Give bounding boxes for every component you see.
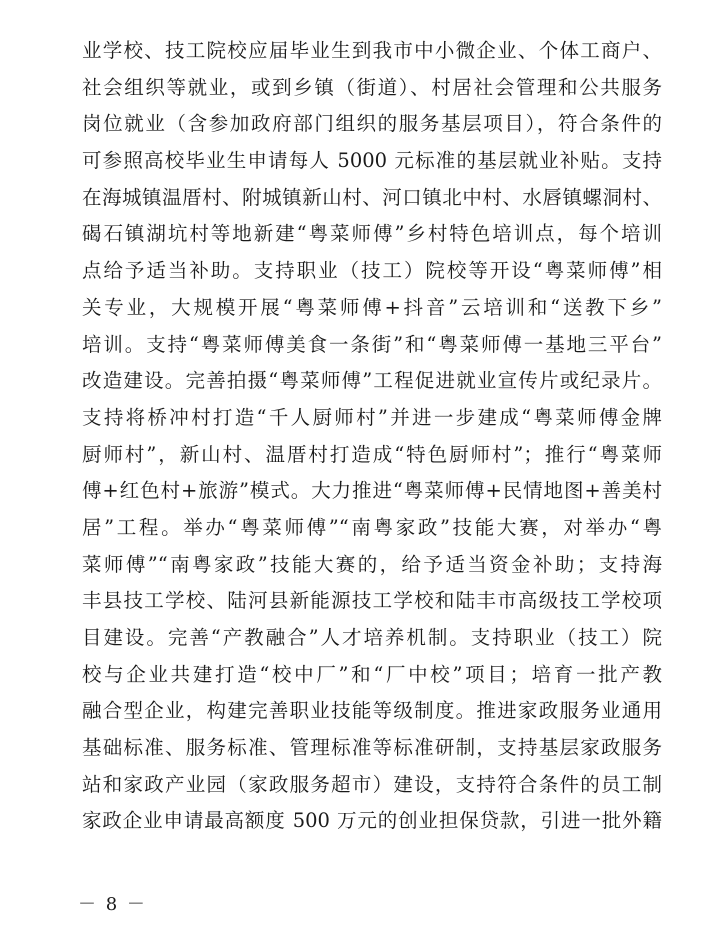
text-line: 在海城镇温厝村、附城镇新山村、河口镇北中村、水唇镇螺洞村、 [82, 185, 662, 209]
text-line: 改造建设。完善拍摄“粤菜师傅”工程促进就业宣传片或纪录片。 [82, 369, 662, 393]
text-line: 可参照高校毕业生申请每人 5000 元标准的基层就业补贴。支持 [82, 149, 662, 173]
text-line: 校与企业共建打造“校中厂”和“厂中校”项目；培育一批产教 [82, 662, 662, 686]
text-line: 居”工程。举办“粤菜师傅”“南粤家政”技能大赛，对举办“粤 [82, 515, 662, 539]
page-number: － 8 － [78, 894, 147, 915]
text-line: 傅+红色村+旅游”模式。大力推进“粤菜师傅+民情地图+善美村 [82, 479, 662, 503]
text-line: 点给予适当补助。支持职业（技工）院校等开设“粤菜师傅”相 [82, 259, 662, 283]
text-line: 目建设。完善“产教融合”人才培养机制。支持职业（技工）院 [82, 626, 662, 649]
text-line: 社会组织等就业，或到乡镇（街道）、村居社会管理和公共服务 [82, 75, 662, 99]
text-line: 菜师傅”“南粤家政”技能大赛的，给予适当资金补助；支持海 [82, 552, 662, 576]
text-line: 融合型企业，构建完善职业技能等级制度。推进家政服务业通用 [82, 699, 662, 723]
text-line: 支持将桥冲村打造“千人厨师村”并进一步建成“粤菜师傅金牌 [82, 405, 662, 429]
text-line: 站和家政产业园（家政服务超市）建设，支持符合条件的员工制 [82, 772, 662, 796]
body-text [82, 33, 662, 840]
text-line: 岗位就业（含参加政府部门组织的服务基层项目），符合条件的 [82, 112, 662, 136]
text-line: 业学校、技工院校应届毕业生到我市中小微企业、个体工商户、 [82, 39, 662, 62]
text-line: 培训。支持“粤菜师傅美食一条街”和“粤菜师傅一基地三平台” [82, 332, 662, 356]
text-line: 关专业，大规模开展“粤菜师傅+抖音”云培训和“送教下乡” [82, 295, 662, 319]
text-line: 碣石镇湖坑村等地新建“粤菜师傅”乡村特色培训点，每个培训 [82, 222, 662, 246]
text-line: 厨师村”，新山村、温厝村打造成“特色厨师村”；推行“粤菜师 [82, 442, 662, 466]
text-line: 丰县技工学校、陆河县新能源技工学校和陆丰市高级技工学校项 [82, 589, 662, 613]
text-line: 家政企业申请最高额度 500 万元的创业担保贷款，引进一批外籍 [82, 809, 662, 833]
text-line: 基础标准、服务标准、管理标准等标准研制，支持基层家政服务 [82, 736, 662, 760]
